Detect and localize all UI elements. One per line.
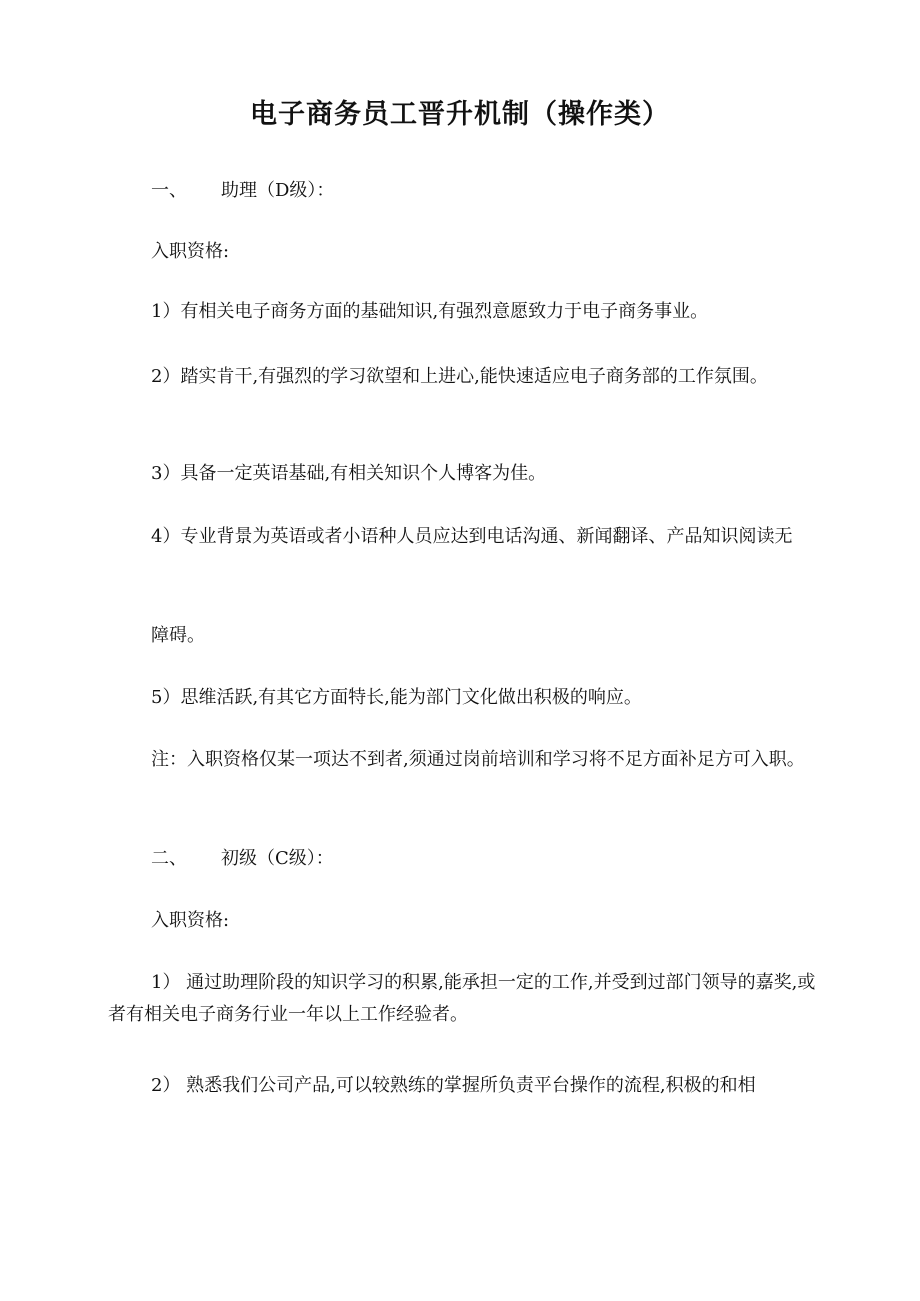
section-1-heading	[151, 175, 334, 207]
section-1-item-4: 4）专业背景为英语或者小语种人员应达到电话沟通、新闻翻译、产品知识阅读无	[151, 526, 793, 547]
section-1-item-2: 2）踏实肯干,有强烈的学习欲望和上进心,能快速适应电子商务部的工作氛围。	[151, 366, 768, 387]
section-1-item-5: 5）思维活跃,有其它方面特长,能为部门文化做出积极的响应。	[151, 687, 642, 708]
section-1-note: 注：入职资格仅某一项达不到者,须通过岗前培训和学习将不足方面补足方可入职。	[151, 749, 805, 770]
section-1-subheading: 入职资格:	[151, 241, 230, 262]
section-2-heading	[151, 843, 334, 875]
section-2-item-1: 1） 通过助理阶段的知识学习的积累,能承担一定的工作,并受到过部门领导的嘉奖,或者有相关电子商务行业一年以上工作经验者。	[108, 972, 816, 1025]
document-title: 电子商务员工晋升机制（操作类）	[250, 99, 670, 130]
section-1-number: 一、	[151, 180, 187, 201]
section-2-item-2: 2） 熟悉我们公司产品,可以较熟练的掌握所负责平台操作的流程,积极的和相	[151, 1075, 756, 1096]
section-1-item-1: 1）有相关电子商务方面的基础知识,有强烈意愿致力于电子商务事业。	[151, 301, 709, 322]
section-2-subheading: 入职资格:	[151, 910, 230, 931]
section-1-title: 助理（D级）：	[221, 180, 335, 201]
section-2-number: 二、	[151, 848, 187, 869]
section-1-item-3: 3）具备一定英语基础,有相关知识个人博客为佳。	[151, 463, 547, 484]
section-1-item-4-continued: 障碍。	[151, 625, 205, 646]
section-2-title: 初级（C级）：	[221, 848, 334, 869]
